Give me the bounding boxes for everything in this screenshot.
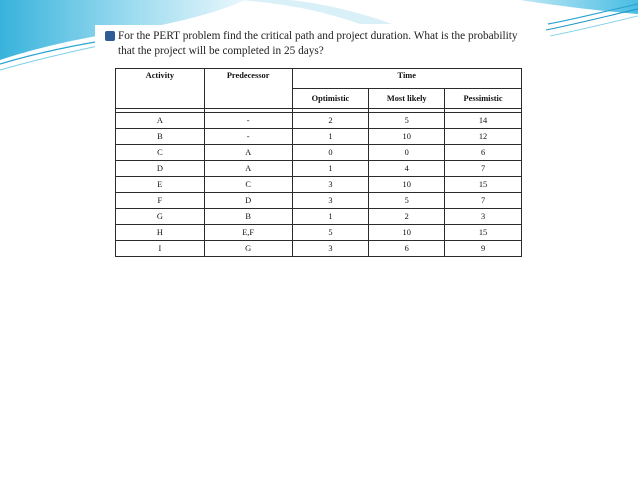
cell-pessimistic: 14	[445, 113, 522, 129]
cell-pessimistic: 15	[445, 177, 522, 193]
table-row	[116, 209, 522, 225]
cell-pessimistic: 7	[445, 193, 522, 209]
table-row	[116, 145, 522, 161]
table-row	[116, 113, 522, 129]
header-blank-cell	[116, 89, 205, 109]
cell-most-likely: 5	[369, 193, 445, 209]
table-subheader-row	[116, 89, 522, 109]
cell-activity: E	[116, 177, 205, 193]
cell-activity: G	[116, 209, 205, 225]
question-block	[106, 29, 536, 59]
cell-pessimistic: 9	[445, 241, 522, 257]
cell-predecessor: -	[204, 113, 292, 129]
cell-predecessor: A	[204, 145, 292, 161]
header-time: Time	[292, 69, 521, 89]
header-optimistic: Optimistic	[292, 89, 369, 109]
cell-most-likely: 10	[369, 177, 445, 193]
header-predecessor: Predecessor	[204, 69, 292, 89]
cell-optimistic: 1	[292, 129, 369, 145]
cell-most-likely: 2	[369, 209, 445, 225]
cell-optimistic: 0	[292, 145, 369, 161]
table-row	[116, 177, 522, 193]
cell-predecessor: C	[204, 177, 292, 193]
cell-optimistic: 2	[292, 113, 369, 129]
cell-optimistic: 1	[292, 161, 369, 177]
pert-table	[115, 68, 522, 257]
cell-activity: C	[116, 145, 205, 161]
cell-predecessor: B	[204, 209, 292, 225]
cell-activity: I	[116, 241, 205, 257]
cell-optimistic: 5	[292, 225, 369, 241]
cell-activity: A	[116, 113, 205, 129]
bullet-square-icon	[105, 31, 115, 41]
cell-predecessor: -	[204, 129, 292, 145]
cell-activity: H	[116, 225, 205, 241]
cell-predecessor: A	[204, 161, 292, 177]
cell-pessimistic: 6	[445, 145, 522, 161]
cell-most-likely: 0	[369, 145, 445, 161]
cell-pessimistic: 3	[445, 209, 522, 225]
cell-pessimistic: 12	[445, 129, 522, 145]
table-row	[116, 225, 522, 241]
table-row	[116, 241, 522, 257]
cell-most-likely: 5	[369, 113, 445, 129]
cell-pessimistic: 7	[445, 161, 522, 177]
cell-predecessor: D	[204, 193, 292, 209]
cell-predecessor: G	[204, 241, 292, 257]
slide-content	[95, 25, 542, 293]
table-header-row	[116, 69, 522, 89]
table-row	[116, 129, 522, 145]
cell-optimistic: 3	[292, 177, 369, 193]
cell-most-likely: 4	[369, 161, 445, 177]
cell-optimistic: 3	[292, 193, 369, 209]
header-blank-cell	[204, 89, 292, 109]
question-text: For the PERT problem find the critical path and project duration. What is the probability that the project will be completed in 25 days?	[118, 30, 518, 57]
header-most-likely: Most likely	[369, 89, 445, 109]
cell-predecessor: E,F	[204, 225, 292, 241]
cell-activity: D	[116, 161, 205, 177]
cell-most-likely: 6	[369, 241, 445, 257]
cell-activity: B	[116, 129, 205, 145]
cell-optimistic: 1	[292, 209, 369, 225]
cell-most-likely: 10	[369, 225, 445, 241]
header-activity: Activity	[116, 69, 205, 89]
table-row	[116, 161, 522, 177]
table-row	[116, 193, 522, 209]
cell-pessimistic: 15	[445, 225, 522, 241]
header-pessimistic: Pessimistic	[445, 89, 522, 109]
cell-most-likely: 10	[369, 129, 445, 145]
cell-optimistic: 3	[292, 241, 369, 257]
cell-activity: F	[116, 193, 205, 209]
